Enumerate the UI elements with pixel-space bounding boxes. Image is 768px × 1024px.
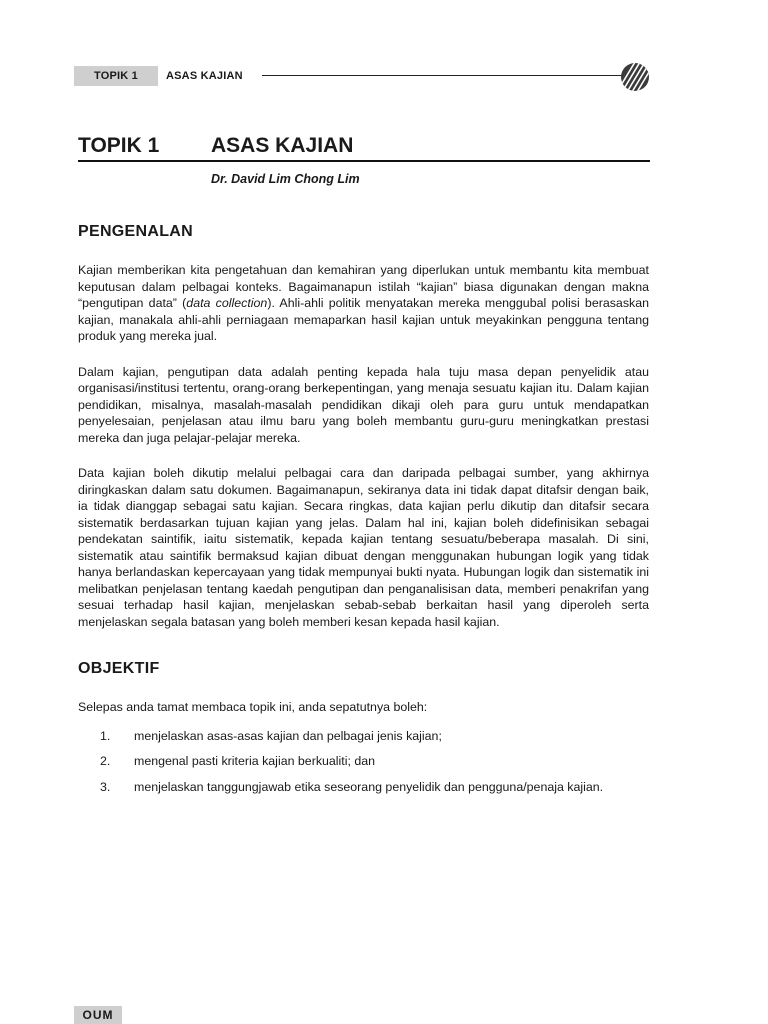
chapter-title	[78, 132, 650, 162]
striped-globe-icon	[620, 62, 650, 92]
list-item-number: 1.	[100, 728, 111, 743]
author-name: Dr. David Lim Chong Lim	[211, 172, 360, 186]
heading-objectives: OBJEKTIF	[78, 660, 160, 677]
title-rule	[78, 160, 650, 162]
list-item	[78, 779, 655, 796]
list-item	[78, 728, 655, 745]
intro-p1-text-b: ). Ahli-ahli politik menyatakan mereka menggubal polisi berasaskan kajian, manakala ahli-ahli perniagaan memaparkan hasil kajian untuk meyakinkan pengguna tentang produk yang mereka jual.	[78, 296, 649, 343]
heading-introduction: PENGENALAN	[78, 223, 194, 240]
intro-paragraph-1	[78, 262, 649, 345]
footer-badge: OUM	[74, 1006, 122, 1024]
list-item-text: mengenal pasti kriteria kajian berkualiti; dan	[134, 754, 376, 768]
header-rule	[262, 75, 630, 76]
header-topic-label: TOPIK 1	[74, 66, 158, 86]
running-header	[74, 66, 654, 86]
intro-p1-italic: data collection	[186, 296, 268, 310]
objectives-intro: Selepas anda tamat membaca topik ini, anda sepatutnya boleh:	[78, 700, 428, 714]
list-item-number: 3.	[100, 779, 111, 794]
intro-p1-text-a: Kajian memberikan kita pengetahuan dan kemahiran yang diperlukan untuk membantu kita membuat keputusan dalam pelbagai konteks. Bagaimanapun istilah “kajian” biasa digunakan dengan makna “pengutipan data” (	[78, 263, 649, 310]
page-content	[78, 222, 649, 804]
introduction-section	[78, 262, 649, 630]
intro-paragraph-3: Data kajian boleh dikutip melalui pelbagai cara dan daripada pelbagai sumber, yang akhirnya diringkaskan dalam satu dokumen. Bagaimanapun, sekiranya data ini tidak dapat ditafsir dengan baik, ia tidak dianggap sebagai satu kajian. Secara ringkas, data kajian perlu dikutip dan ditafsir secara sistematik berdasarkan tujuan kajian yang jelas. Dalam hal ini, kajian boleh didefinisikan sebagai pendekatan saintifik, iaitu sistematik, kepada kajian tentang sesuatu/beberapa masalah. Di sini, sistematik atau saintifik bermaksud kajian dibuat dengan menggunakan hubungan logik yang tidak hanya berlandaskan kepercayaan yang tidak mempunyai bukti nyata. Hubungan logik dan sistematik ini melibatkan penjelasan tentang kaedah pengutipan dan penganalisisan data, memberi penakrifan yang sesuai terhadap hasil kajian, menjelaskan sebab-sebab berkaitan hasil yang diperoleh serta menjelaskan segala batasan yang boleh memberi kesan kepada hasil kajian.	[78, 466, 649, 629]
header-topic-name: ASAS KAJIAN	[166, 70, 243, 82]
title-topic-name: ASAS KAJIAN	[211, 134, 354, 157]
list-item-number: 2.	[100, 754, 111, 768]
list-item	[78, 753, 655, 770]
list-item-text: menjelaskan asas-asas kajian dan pelbagai jenis kajian;	[134, 728, 442, 743]
title-topic-number: TOPIK 1	[78, 134, 160, 157]
title-row	[78, 132, 650, 160]
objectives-list	[78, 728, 655, 796]
intro-paragraph-2: Dalam kajian, pengutipan data adalah penting kepada hala tuju masa depan penyelidik atau organisasi/institusi tertentu, orang-orang berkepentingan, yang menaja sesuatu kajian itu. Dalam kajian pendidikan, misalnya, masalah-masalah pendidikan dikaji oleh para guru untuk mendapatkan penyelesaian, penjelasan atau ilmu baru yang boleh membantu guru-guru meningkatkan prestasi mereka dan juga pelajar-pelajar mereka.	[78, 364, 649, 445]
list-item-text: menjelaskan tanggungjawab etika seseorang penyelidik dan pengguna/penaja kajian.	[134, 779, 604, 794]
